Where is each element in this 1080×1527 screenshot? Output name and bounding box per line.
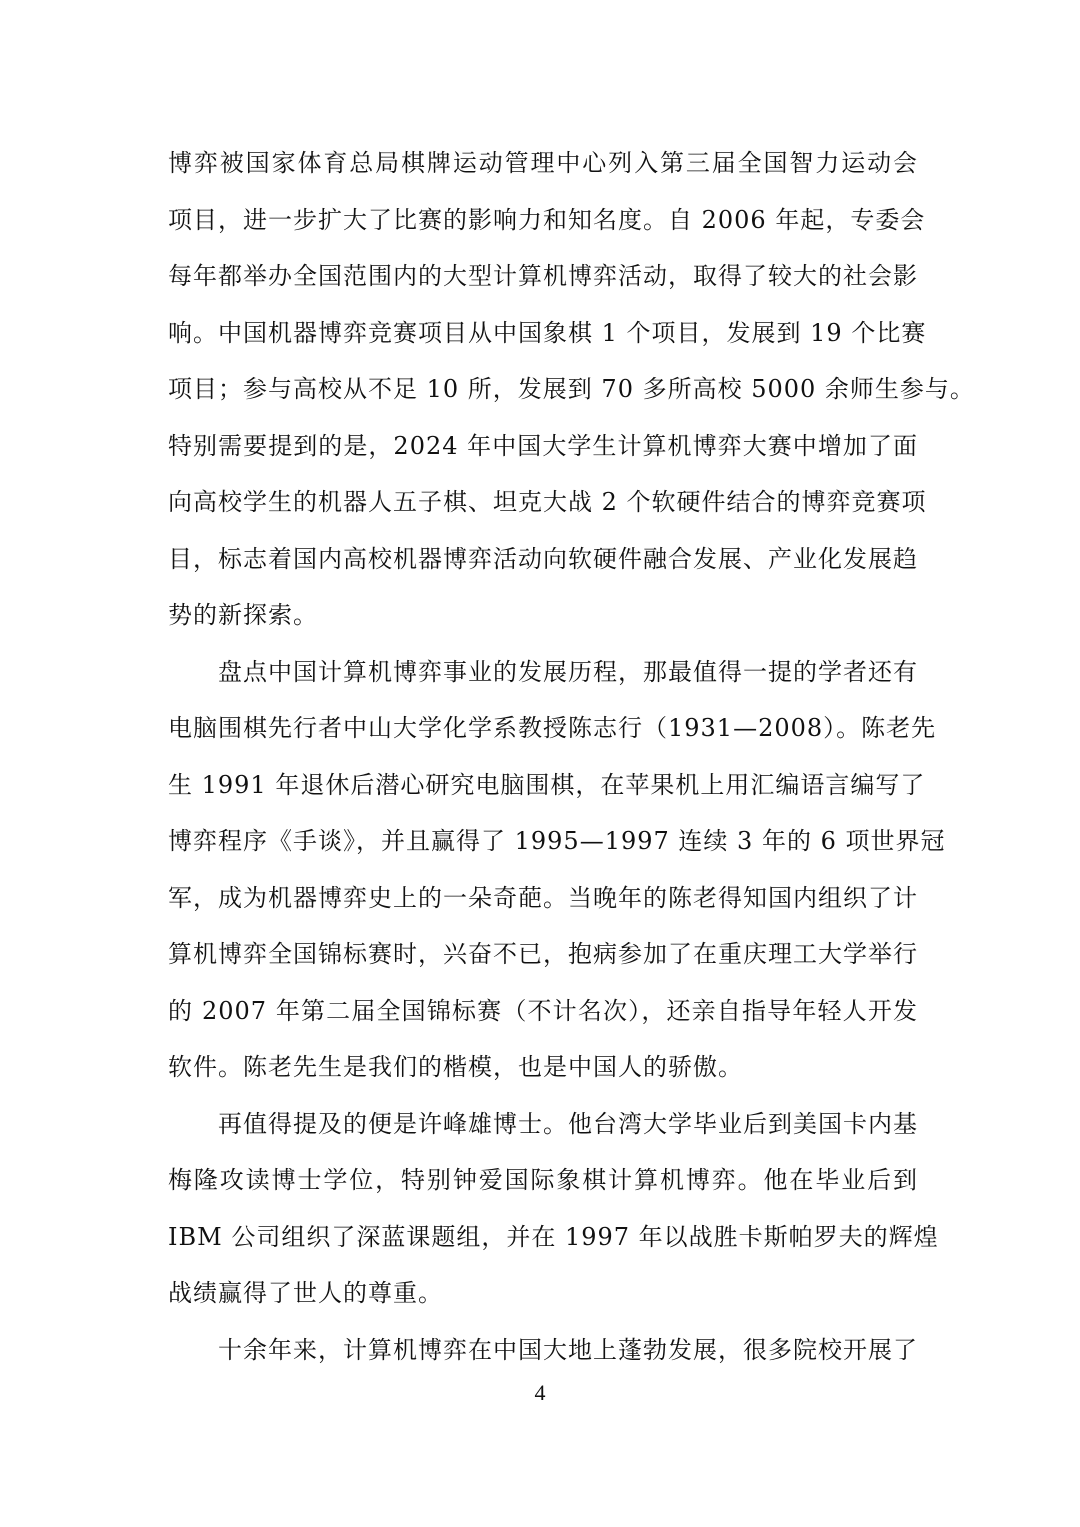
- text-line: 再值得提及的便是许峰雄博士。他台湾大学毕业后到美国卡内基: [218, 1109, 918, 1138]
- text-line: 博弈程序《手谈》，并且赢得了 1995—1997 连续 3 年的 6 项世界冠: [168, 827, 946, 855]
- text-line: 盘点中国计算机博弈事业的发展历程，那最值得一提的学者还有: [218, 657, 918, 686]
- text-line: 特别需要提到的是，2024 年中国大学生计算机博弈大赛中增加了面: [168, 431, 918, 460]
- text-line: 向高校学生的机器人五子棋、坦克大战 2 个软硬件结合的博弈竞赛项: [168, 488, 927, 516]
- text-line: 生 1991 年退休后潜心研究电脑围棋，在苹果机上用汇编语言编写了: [168, 770, 926, 799]
- text-line: 的 2007 年第二届全国锦标赛（不计名次），还亲自指导年轻人开发: [168, 996, 918, 1025]
- text-line: 项目；参与高校从不足 10 所，发展到 70 多所高校 5000 余师生参与。: [168, 375, 975, 403]
- text-line: 十余年来，计算机博弈在中国大地上蓬勃发展，很多院校开展了: [218, 1335, 918, 1364]
- text-line: 势的新探索。: [168, 601, 318, 629]
- text-line: 软件。陈老先生是我们的楷模，也是中国人的骄傲。: [168, 1053, 743, 1081]
- text-line: 博弈被国家体育总局棋牌运动管理中心列入第三届全国智力运动会: [168, 149, 918, 177]
- text-line: 军，成为机器博弈史上的一朵奇葩。当晚年的陈老得知国内组织了计: [168, 883, 918, 912]
- text-line: 梅隆攻读博士学位，特别钟爱国际象棋计算机博弈。他在毕业后到: [168, 1166, 918, 1194]
- text-line: 算机博弈全国锦标赛时，兴奋不已，抱病参加了在重庆理工大学举行: [168, 940, 918, 968]
- text-line: 电脑围棋先行者中山大学化学系教授陈志行（1931—2008）。陈老先: [168, 714, 937, 742]
- body-text: [168, 140, 975, 1383]
- text-line: IBM 公司组织了深蓝课题组，并在 1997 年以战胜卡斯帕罗夫的辉煌: [168, 1222, 939, 1251]
- text-line: 目，标志着国内高校机器博弈活动向软硬件融合发展、产业化发展趋: [168, 544, 918, 573]
- text-line: 项目，进一步扩大了比赛的影响力和知名度。自 2006 年起，专委会: [168, 205, 926, 234]
- page-number: 4: [534, 1380, 546, 1405]
- text-line: 战绩赢得了世人的尊重。: [168, 1279, 443, 1307]
- text-line: 每年都举办全国范围内的大型计算机博弈活动，取得了较大的社会影: [168, 262, 918, 290]
- text-line: 响。中国机器博弈竞赛项目从中国象棋 1 个项目，发展到 19 个比赛: [168, 318, 927, 347]
